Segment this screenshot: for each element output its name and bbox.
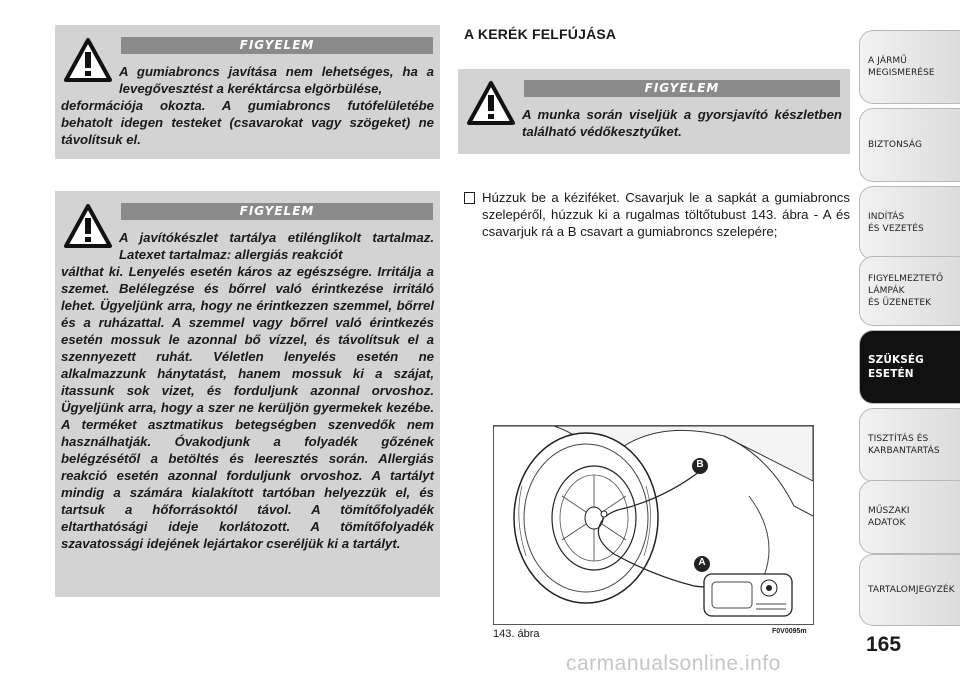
- tab-label: SZÜKSÉG ESETÉN: [868, 354, 924, 380]
- warning-box-gloves: [458, 69, 850, 154]
- tab-cleaning-maintenance[interactable]: [859, 408, 960, 482]
- tab-label: TARTALOMJEGYZÉK: [868, 585, 955, 595]
- watermark: carmanualsonline.info: [566, 652, 781, 675]
- warning-text-body: deformációja okozta. A gumiabroncs futófelületébe behatolt idegen testeket (csavarokat vagy szögeket) ne távolítsuk el.: [61, 98, 434, 147]
- warning-text-body: válthat ki. Lenyelés esetén káros az egészségre. Irritálja a szemet. Belélegzése és bőrrel való érintkezése irritáló lehet. Ügyeljünk arra, hogy ne érintkezzen szemmel, bőrrel és a ruházattal. A szemmel vagy bőrrel való érintkezés esetén mossuk le azonnal bő vízzel, és távolítsuk el a szennyezett ruhát. Véletlen lenyelés esetén ne alkalmazzunk hánytatást, hanem mossuk ki a szájat, itassunk sok vizet, és forduljunk azonnal orvoshoz. Ügyeljünk arra, hogy a szer ne kerüljön gyermekek kezébe. A terméket asztmatikus betegségben szenvedők nem használhatják. Óvakodjunk a folyadék gőzének belégzésétől a betöltés és leeresztés során. Allergiás reakció esetén azonnal forduljunk orvoshoz. A tartályt mindig a számára kialakított tartóban helyezzük el, és tartsuk a hőforrásoktól távol. A tömítőfolyadék eltarthatósági ideje korlátozott. A tömítőfolyadék szavatossági idejének lejártakor cseréljük ki a tartályt.: [61, 264, 434, 551]
- checkbox-bullet-icon: [464, 192, 475, 204]
- warning-box-tire-repair: [55, 25, 440, 159]
- warning-text-intro: A javítókészlet tartálya etilénglikolt tartalmaz. Latexet tartalmaz: allergiás reakciót: [119, 230, 434, 262]
- figure-label-b: B: [696, 459, 704, 470]
- section-title: A KERÉK FELFÚJÁSA: [464, 26, 617, 42]
- tab-warning-lights[interactable]: [859, 256, 960, 326]
- figure-label-a: A: [698, 557, 706, 568]
- warning-text-intro: A munka során viseljük a gyorsjavító készletben található védőkesztyűket.: [522, 107, 842, 139]
- tire-inflation-illustration: [494, 426, 813, 624]
- page-number: 165: [866, 633, 902, 656]
- warning-text: [464, 106, 842, 140]
- tab-safety[interactable]: [859, 108, 960, 182]
- instruction-step-text: Húzzuk be a kéziféket. Csavarjuk le a sapkát a gumiabroncs szelepéről, húzzuk ki a rugalmas töltőtubust 143. ábra - A és csavarjuk rá a B csavart a gumiabroncs szelepére;: [482, 190, 850, 239]
- tab-label: INDÍTÁS ÉS VEZETÉS: [868, 212, 924, 234]
- warning-box-sealant: [55, 191, 440, 597]
- warning-header: FIGYELEM: [121, 203, 433, 220]
- tab-label: BIZTONSÁG: [868, 140, 923, 150]
- warning-text-intro: A gumiabroncs javítása nem lehetséges, ha a levegővesztést a keréktárcsa elgörbülése,: [119, 64, 434, 96]
- chapter-nav: [859, 0, 960, 677]
- tab-label: MŰSZAKI ADATOK: [868, 506, 910, 528]
- tab-starting-driving[interactable]: [859, 186, 960, 260]
- tab-label: A JÁRMŰ MEGISMERÉSE: [868, 56, 935, 78]
- tab-technical-data[interactable]: [859, 480, 960, 554]
- tab-label: TISZTÍTÁS ÉS KARBANTARTÁS: [868, 434, 940, 456]
- figure-143: [493, 425, 814, 625]
- tab-emergency[interactable]: [859, 330, 960, 404]
- warning-text: [61, 229, 434, 552]
- instruction-step: [464, 189, 850, 240]
- warning-text: [61, 63, 434, 148]
- figure-caption: 143. ábra: [493, 628, 540, 640]
- tab-index[interactable]: [859, 554, 960, 626]
- warning-header: FIGYELEM: [121, 37, 433, 54]
- tab-vehicle-overview[interactable]: [859, 30, 960, 104]
- figure-code: F0V0095m: [772, 628, 807, 635]
- tab-label: FIGYELMEZTETŐ LÁMPÁK ÉS ÜZENETEK: [868, 274, 944, 308]
- warning-header: FIGYELEM: [524, 80, 840, 97]
